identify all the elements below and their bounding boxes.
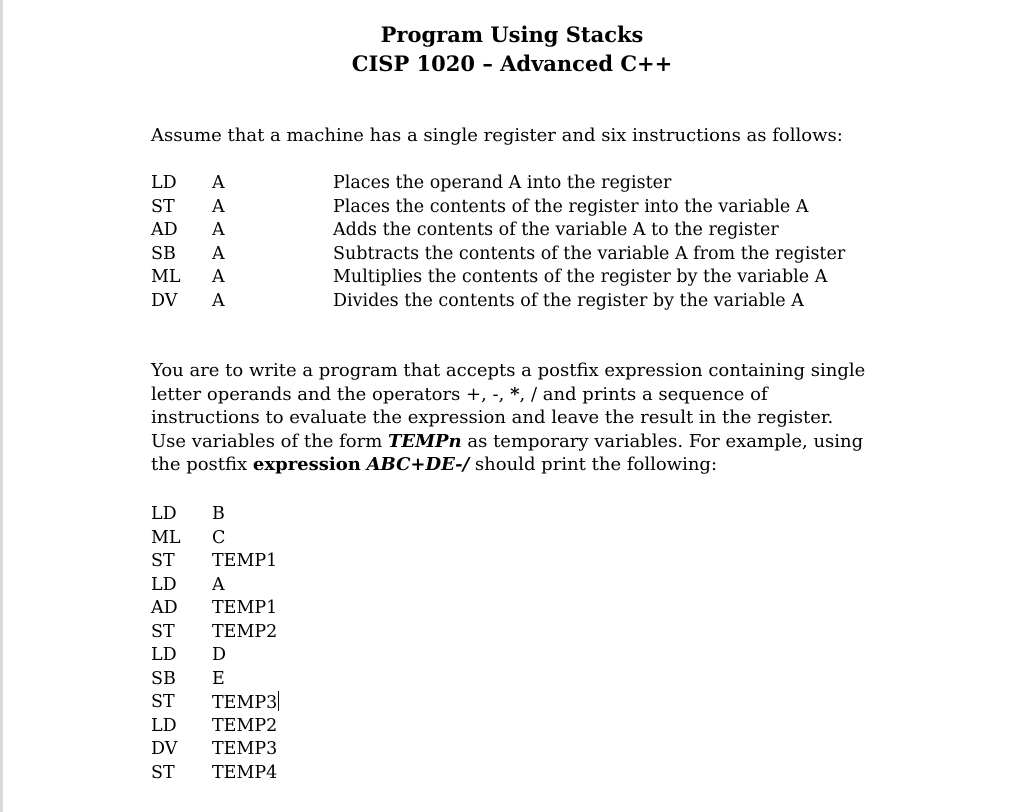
- course-title: CISP 1020 – Advanced C++: [351, 51, 673, 76]
- program-op: SB: [151, 668, 176, 689]
- instruction-op: DV: [151, 290, 178, 311]
- assignment-text: [151, 359, 871, 477]
- program-arg: A: [212, 574, 225, 595]
- document-title-block: [0, 20, 1024, 78]
- document-title: Program Using Stacks: [380, 22, 644, 47]
- program-op: DV: [151, 739, 178, 759]
- program-op: ST: [151, 762, 175, 783]
- program-arg: TEMP1: [212, 551, 278, 571]
- instruction-op: LD: [151, 173, 177, 193]
- instruction-op: AD: [151, 220, 178, 240]
- instruction-desc: Adds the contents of the variable A to the register: [333, 220, 779, 240]
- text-cursor: [278, 691, 279, 711]
- instruction-arg: A: [212, 196, 225, 217]
- program-arg: TEMP4: [212, 762, 278, 783]
- postfix-example: ABC+DE-/: [366, 454, 470, 476]
- program-op: ST: [151, 551, 175, 571]
- program-op: LD: [151, 715, 177, 736]
- program-arg: TEMP2: [212, 715, 278, 736]
- program-arg: B: [212, 504, 225, 524]
- paragraph-part-2: , / and prints a sequence of instructions to evaluate the expression and leave the result in the register. Use variables of the form: [151, 383, 834, 452]
- program-op: ST: [151, 621, 175, 642]
- instruction-arg: A: [212, 243, 225, 264]
- program-op: LD: [151, 504, 177, 524]
- instruction-arg: A: [212, 220, 225, 240]
- page-edge: [0, 0, 3, 812]
- paragraph-part-1: You are to write a program that accepts a postfix expression containing single letter operands and the operators +, -,: [151, 360, 866, 405]
- program-arg: C: [212, 527, 226, 548]
- instruction-op: ML: [151, 267, 181, 287]
- program-op: LD: [151, 645, 177, 665]
- expression-word: expression: [252, 454, 361, 476]
- program-arg-with-cursor[interactable]: [212, 691, 279, 716]
- temp-variable-form: TEMPn: [387, 430, 462, 452]
- intro-text: Assume that a machine has a single register and six instructions as follows:: [151, 125, 843, 146]
- paragraph-part-3: as temporary variables. For example, using the postfix: [151, 430, 864, 476]
- program-arg: TEMP2: [212, 621, 278, 642]
- instruction-desc: Multiplies the contents of the register by the variable A: [333, 267, 828, 287]
- instruction-desc: Places the operand A into the register: [333, 173, 672, 193]
- program-op: ST: [151, 692, 175, 712]
- instruction-op: ST: [151, 196, 175, 217]
- program-arg: TEMP3: [212, 693, 278, 713]
- assignment-paragraph: [151, 359, 871, 477]
- program-arg: E: [212, 668, 225, 689]
- instruction-desc: Subtracts the contents of the variable A from the register: [333, 243, 846, 264]
- program-op: LD: [151, 574, 177, 595]
- instruction-arg: A: [212, 290, 225, 311]
- instruction-op: SB: [151, 243, 176, 264]
- operator-star: *: [510, 383, 520, 405]
- instruction-arg: A: [212, 267, 225, 287]
- program-arg: D: [212, 645, 227, 665]
- paragraph-part-4: should print the following:: [469, 454, 718, 476]
- instruction-desc: Places the contents of the register into the variable A: [333, 196, 809, 217]
- program-op: AD: [151, 598, 178, 618]
- program-arg: TEMP3: [212, 739, 278, 759]
- instruction-arg: A: [212, 173, 225, 193]
- program-op: ML: [151, 527, 181, 548]
- program-arg: TEMP1: [212, 598, 278, 618]
- instruction-desc: Divides the contents of the register by the variable A: [333, 290, 804, 311]
